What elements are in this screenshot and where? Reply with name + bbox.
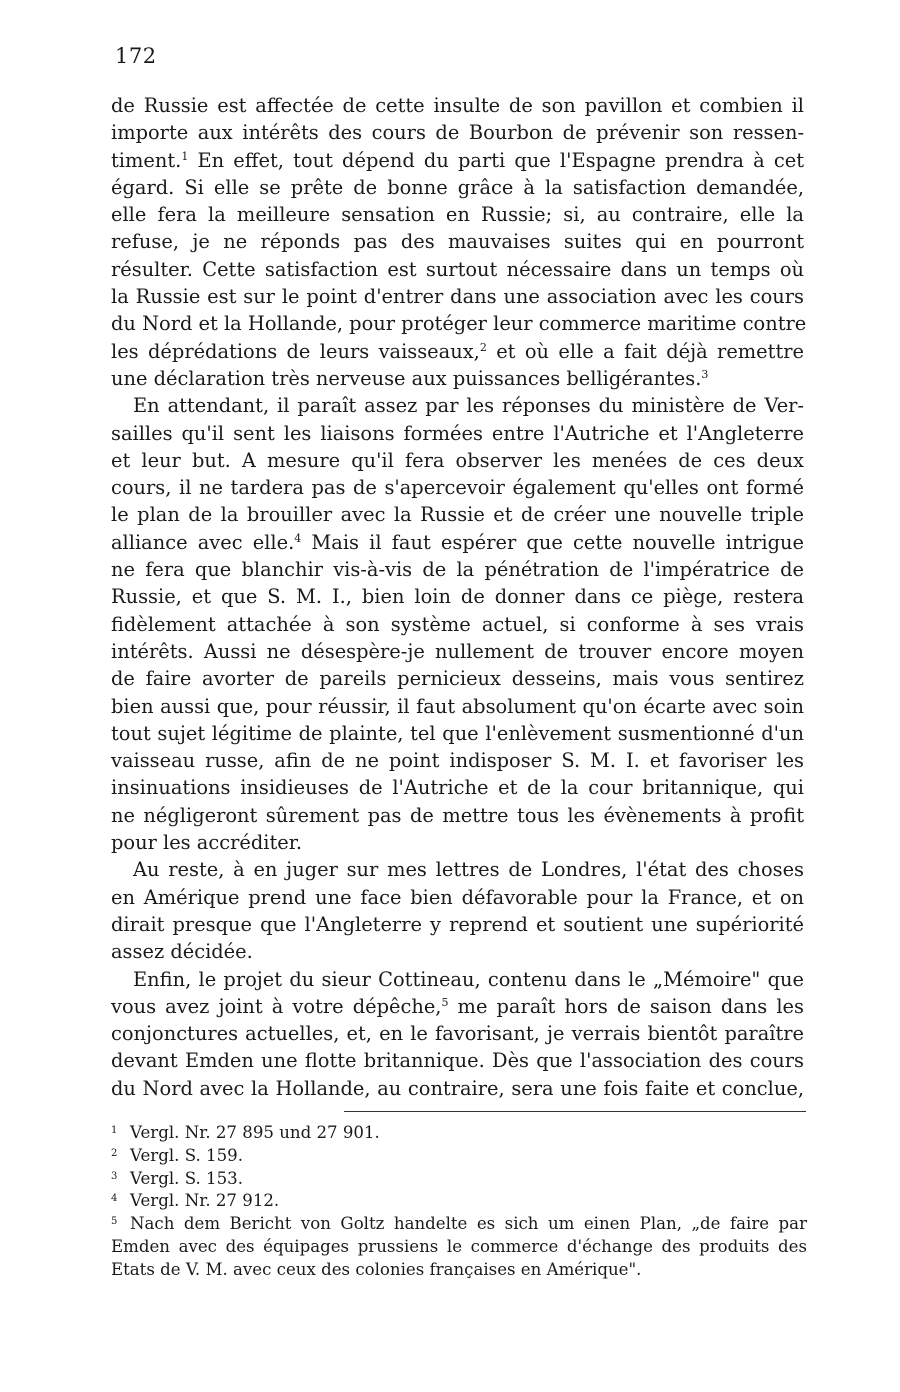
text-line: le plan de la brouiller avec la Russie et de créer une nouvelle triple [111,503,804,527]
footnote: 4 Vergl. Nr. 27 912. [111,1191,280,1211]
text-line: de Russie est affectée de cette insulte de son pavillon et combien il [111,94,804,117]
text-line: Au reste, à en juger sur mes lettres de Londres, l'état des choses [133,858,804,882]
text-line: bien aussi que, pour réussir, il faut absolument qu'on écarte avec soin [111,694,804,718]
page-number: 172 [115,44,157,68]
text-line: alliance avec elle.$^4$ Mais il faut espérer que cette nouvelle intrigue [111,530,805,554]
footnotes [111,1122,807,1282]
text-line: et leur but. A mesure qu'il fera observer les menées de ces deux [111,448,804,472]
paragraph [111,856,804,965]
footnote-text: Vergl. Nr. 27 895 und 27 901. [130,1123,380,1142]
footnote: 1 Vergl. Nr. 27 895 und 27 901. [111,1123,380,1142]
text-line: vaisseau russe, afin de ne point indisposer S. M. I. et favoriser les [111,749,804,773]
footnote-continuation: Emden avec des équipages prussiens le commerce d'échange des produits des [111,1236,807,1256]
text-line: une déclaration très nerveuse aux puissances belligérantes.$^3$ [111,366,709,390]
footnote-reference: 4 [294,531,302,545]
text-line: timent.$^1$ En effet, tout dépend du parti que l'Espagne prendra à cet [111,148,804,172]
text-line: la Russie est sur le point d'entrer dans une association avec les cours [111,285,804,309]
text-line: conjonctures actuelles, et, en le favorisant, je verrais bientôt paraître [111,1022,804,1046]
text-line: cours, il ne tardera pas de s'apercevoir également qu'elles ont formé [111,476,804,500]
text-line: dirait presque que l'Angleterre y reprend et soutient une supériorité [111,912,804,936]
text-line: résulter. Cette satisfaction est surtout nécessaire dans un temps où [111,257,804,281]
footnote-reference: 3 [701,367,709,381]
text-line: en Amérique prend une face bien défavorable pour la France, et on [111,885,804,909]
footnote: 2 Vergl. S. 159. [111,1145,243,1165]
text-line: refuse, je ne réponds pas des mauvaises suites qui en pourront [111,230,804,254]
text-line: intérêts. Aussi ne désespère-je nullement de trouver encore moyen [111,639,804,663]
footnote-divider [344,1111,806,1112]
text-line: insinuations insidieuses de l'Autriche et de la cour britannique, qui [111,776,804,800]
text-line: vous avez joint à votre dépêche,$^5$ me paraît hors de saison dans les [111,994,804,1018]
footnote: 3 Vergl. S. 153. [111,1168,243,1188]
paragraph [111,92,807,392]
text-line: Russie, et que S. M. I., bien loin de donner dans ce piège, restera [111,585,804,609]
footnote-text: Vergl. S. 159. [130,1145,243,1165]
footnote-text: Vergl. S. 153. [130,1168,243,1188]
text-line: ne négligeront sûrement pas de mettre tous les évènements à profit [111,803,804,827]
text-line: ne fera que blanchir vis-à-vis de la pénétration de l'impératrice de [111,558,804,582]
text-line: de faire avorter de pareils pernicieux desseins, mais vous sentirez [111,667,804,691]
footnote-reference: 2 [479,340,487,354]
text-line: tout sujet légitime de plainte, tel que l'enlèvement susmentionné d'un [111,721,804,745]
body-text [111,92,807,1102]
footnote: 5 Nach dem Bericht von Goltz handelte es sich um einen Plan, „de faire par [111,1214,807,1234]
text-line: pour les accréditer. [111,831,303,855]
footnote-reference: 1 [181,149,189,163]
text-line: En attendant, il paraît assez par les réponses du ministère de Ver- [133,394,804,418]
paragraph [111,392,804,856]
text-line: les déprédations de leurs vaisseaux,$^2$ et où elle a fait déjà remettre [111,339,804,363]
text-line: du Nord et la Hollande, pour protéger leur commerce maritime contre [111,312,807,336]
text-line: du Nord avec la Hollande, au contraire, sera une fois faite et conclue, [111,1076,804,1100]
text-line: Enfin, le projet du sieur Cottineau, contenu dans le „Mémoire" que [133,967,804,991]
paragraph [111,966,804,1102]
text-line: importe aux intérêts des cours de Bourbon de prévenir son ressen- [111,121,804,145]
text-line: fidèlement attachée à son système actuel, si conforme à ses vrais [111,612,804,636]
footnote-text: Vergl. Nr. 27 912. [130,1191,280,1211]
footnote-continuation: Etats de V. M. avec ceux des colonies françaises en Amérique". [111,1259,642,1279]
text-line: elle fera la meilleure sensation en Russie; si, au contraire, elle la [111,203,804,227]
footnote-text: Nach dem Bericht von Goltz handelte es sich um einen Plan, „de faire par [130,1214,807,1234]
text-line: sailles qu'il sent les liaisons formées entre l'Autriche et l'Angleterre [111,421,804,445]
text-line: égard. Si elle se prête de bonne grâce à la satisfaction demandée, [111,175,804,199]
footnote-reference: 5 [441,995,449,1009]
text-line: assez décidée. [111,940,253,964]
text-line: devant Emden une flotte britannique. Dès que l'association des cours [111,1049,804,1073]
